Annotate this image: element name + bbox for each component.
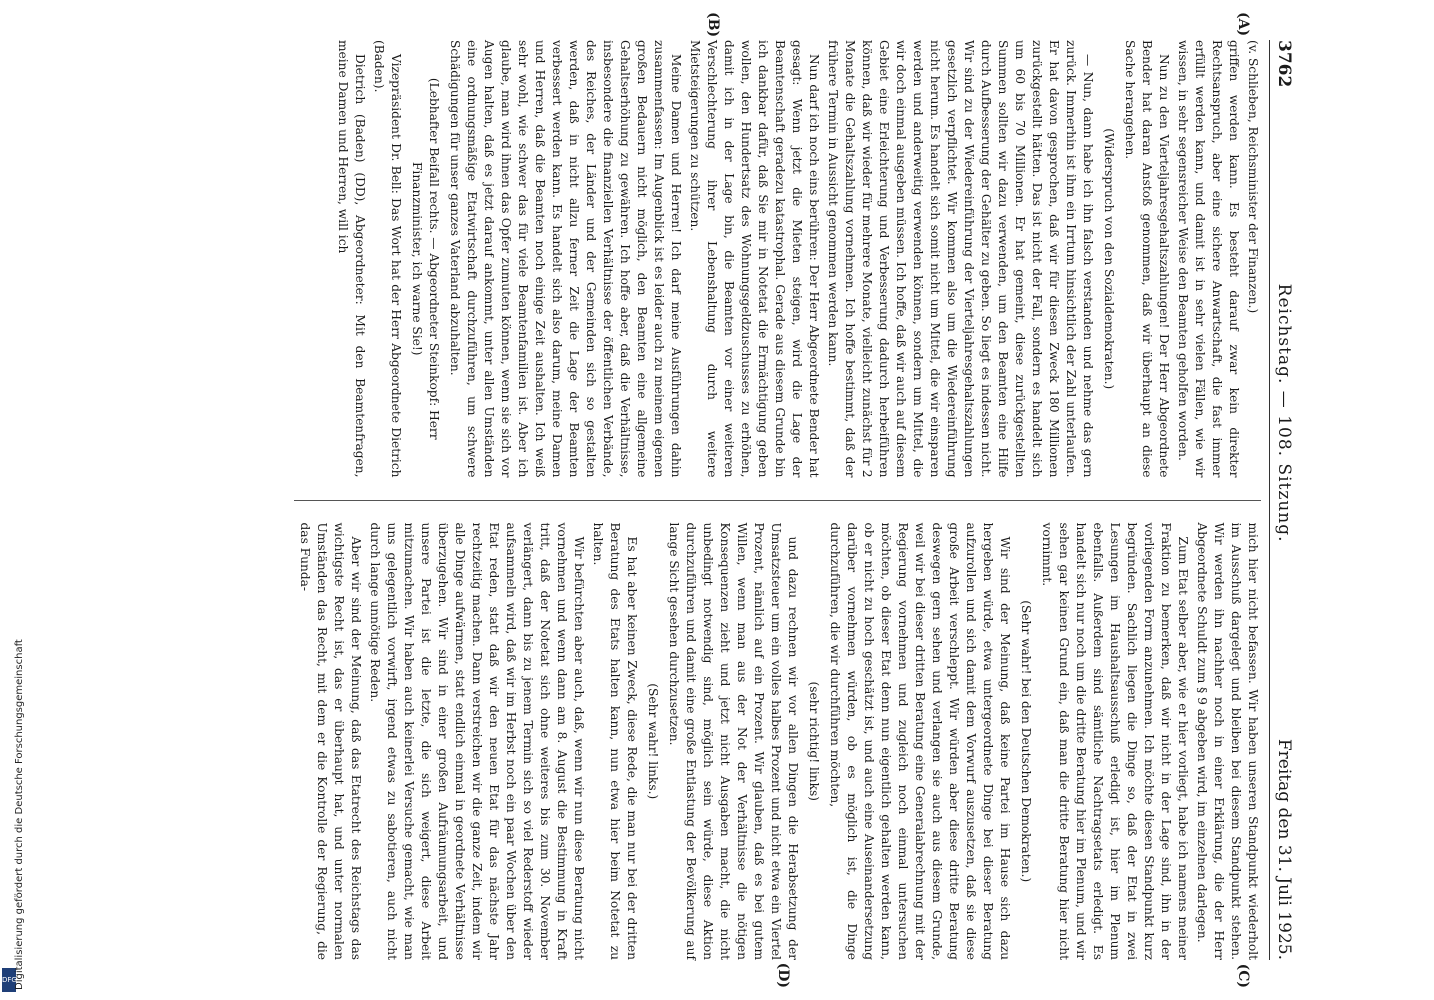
margin-marker-a: (A)	[1235, 12, 1251, 37]
left-column-paragraph: Vizepräsident Dr. Bell: Das Wort hat der Herr Abgeordnete Dietrich (Baden).	[372, 40, 403, 478]
left-column-paragraph: (v. Schlieben, Reichsminister der Finanzen.)	[1246, 40, 1260, 314]
left-column-paragraph: Meine Damen und Herren! Ich darf meine Ausführungen dahin zusammenfassen: Im Augenblick ist es leider auch zu meinem eigenen großen Bedauern nicht möglich, den Beamten eine allgemeine Gehaltserhöhung zu gewähren. Ich hoffe aber, daß die Verhältnisse, insbesondere die finanziellen Verhältnisse der öffentlichen Verbände, des Reiches, der Länder und der Gemeinden sich so gestalten werden, daß in nicht allzu ferner Zeit die Lage der Beamten verbessert werden kann. Es handelt sich also darum, meine Damen und Herren, daß die Beamten noch einige Zeit aushalten. Ich weiß sehr wohl, wie schwer das für viele Beamtenfamilien ist. Aber ich glaube, man wird ihnen das Opfer zumuten können, wenn sie sich vor Augen halten, daß es jetzt darauf ankommt, unter allen Umständen eine ordnungsmäßige Etatwirtschaft durchzuführen, um schwere Schädigungen für unser ganzes Vaterland abzuhalten.	[448, 40, 683, 478]
column-divider	[294, 500, 1261, 501]
margin-marker-d: (D)	[775, 962, 791, 988]
left-column-paragraph: (Lebhafter Beifall rechts. — Abgeordneter Steinkopf: Herr Finanzminister, ich warne Sie!)	[410, 77, 441, 440]
right-column-paragraph: (Sehr wahr! bei den Deutschen Demokraten.)	[1019, 600, 1033, 883]
left-column	[294, 40, 1261, 478]
left-column-paragraph: — Nun, dann habe ich ihn falsch verstanden und nehme das gern zurück. Immerhin ist ihm ein Irrtum hinsichtlich der Zahl unterlaufen. Er hat davon gesprochen, daß wir für diesen Zweck 180 Millionen zurückgestellt hätten. Das ist nicht der Fall, sondern es handelt sich um 60 bis 70 Millionen. Er hat gemeint, diese zurückgestellten Summen sollten wir dazu verwenden, um den Beamten eine Hilfe durch Aufbesserung der Gehälter zu geben. So liegt es indessen nicht. Wir sind zu der Wiedereinführung der Vierteljahresgehaltszahlungen gesetzlich verpflichtet. Wir kommen also um die Wiedereinführung nicht herum. Es handelt sich somit nicht um Mittel, die wir einsparen werden und anderweitig verwenden können, sondern um Mittel, die wir doch einmal ausgeben müssen. Ich hoffe, daß wir auch auf diesem Gebiet eine Erleichterung und Verbesserung dadurch herbeiführen können, daß wir wieder für mehrere Monate, vielleicht zunächst für 2 Monate die Gehaltszahlung vornehmen. Ich hoffe bestimmt, daß der frühere Termin in Aussicht genommen werden kann.	[826, 40, 1095, 478]
left-column-paragraph: (Widerspruch von den Sozialdemokraten.)	[1102, 128, 1116, 390]
page-number: 3762	[1274, 40, 1294, 88]
right-column-paragraph: Zum Etat selber aber, wie er hier vorliegt, habe ich namens meiner Fraktion zu bemerken, daß wir nicht in der Lage sind, ihn in der vorliegenden Form anzunehmen. Ich möchte diesen Standpunkt kurz begründen. Sachlich liegen die Dinge so, daß der Etat in zwei Lesungen im Haushaltsausschuß erledigt ist, hier im Plenum ebenfalls. Außerdem sind sämtliche Nachtragsetats erledigt. Es handelt sich nur noch um die dritte Beratung hier im Plenum, und wir sehen gar keinen Grund ein, daß man die dritte Beratung hier nicht vornimmt.	[1040, 522, 1190, 960]
session-date: Freitag den 31. Juli 1925.	[1274, 738, 1294, 960]
right-column-paragraph: (sehr richtig! links)	[807, 681, 821, 802]
left-column-paragraph: Nun darf ich noch eins berühren: Der Herr Abgeordnete Bender hat gesagt: Wenn jetzt die Mieten steigen, wird die Lage der Beamtenschaft geradezu katastrophal. Gerade aus diesem Grunde bin ich dankbar dafür, daß Sie mir in Notetat die Ermächtigung geben wollen, den Hundertsatz des Wohnungsgeldzuschusses zu erhöhen, damit ich in der Lage bin, die Beamten vor einer weiteren Verschlechterung ihrer Lebenshaltung durch weitere Mietsteigerungen zu schützen.	[688, 40, 821, 478]
left-column-paragraph: griffen werden kann. Es besteht darauf zwar kein direkter Rechtsanspruch, aber eine sichere Anwartschaft, die fast immer erfüllt werden kann, und damit ist in sehr vielen Fällen, wie wir wissen, in sehr segensreicher Weise den Beamten geholfen worden.	[1176, 40, 1241, 478]
left-column-paragraph: Dietrich (Baden) (DD), Abgeordneter: Mit den Beamtenfragen, meine Damen und Herren, will ich	[336, 40, 367, 478]
dfg-logo: DFG	[2, 968, 16, 992]
right-column-paragraph: mich hier nicht befassen. Wir haben unseren Standpunkt wiederholt im Ausschuß dargelegt und bleiben bei diesem Standpunkt stehen. Wir werden ihn nachher noch in einer Erklärung, die der Herr Abgeordnete Schuldt zum § 9 abgeben wird, im einzelnen darlegen.	[1195, 522, 1260, 960]
page-header	[1269, 40, 1294, 960]
right-column-paragraph: Wir sind der Meinung, daß keine Partei im Hause sich dazu hergeben würde, etwa untergeordnete Dinge bei dieser Beratung aufzurollen und sich damit dem Vorwurf auszusetzen, daß sie diese große Arbeit verschleppt. Wir würden aber diese dritte Beratung deswegen gern sehen und verlangen sie auch aus diesem Grunde, weil wir bei dieser dritten Beratung eine Generalabrechnung mit der Regierung vornehmen und zugleich noch einmal untersuchen möchten, ob dieser Etat denn nun eigentlich gehalten werden kann, ob er nicht zu hoch geschätzt ist, und auch eine Auseinandersetzung darüber vornehmen würden, ob es möglich ist, die Dinge durchzuführen, die wir durchführen möchten,	[828, 522, 1012, 960]
left-column-paragraph: Nun zu den Vierteljahresgehaltszahlungen! Der Herr Abgeordnete Bender hat daran Anstoß genommen, daß wir überhaupt an diese Sache herangehen.	[1123, 40, 1171, 478]
right-column-paragraph: (Sehr wahr! links.)	[646, 683, 660, 800]
session-title: Reichstag. — 108. Sitzung.	[1274, 283, 1294, 543]
right-column-paragraph: Wir befürchten aber auch, daß, wenn wir nun diese Beratung nicht vornehmen und wenn dann am 8. August die Bestimmung in Kraft tritt, daß der Notetat sich ohne weiteres bis zum 30. November verlängert, dann bis zu jenem Termin sich so viel Rederstoff wieder aufsammeln wird, daß wir im Herbst noch ein paar Wochen über den Etat reden, statt daß wir den neuen Etat für das nächste Jahr rechtzeitig machen. Dann verstreichen wir die ganze Zeit, indem wir alle Dinge aufwärmen, statt endlich einmal in geordnete Verhältnisse überzugehen. Wir sind in einer großen Aufräumungsarbeit, und unsere Partei ist die letzte, die sich weigert, diese Arbeit mitzumachen. Wir haben auch keinerlei Versuche gemacht, wie man uns gelegentlich vorwirft, irgend etwas zu sabotieren, auch nicht durch lange unnötige Reden.	[368, 522, 586, 960]
right-column-paragraph: und dazu rechnen wir vor allen Dingen die Herabsetzung der Umsatzsteuer um ein volles halbes Prozent und nicht etwa ein Viertel Prozent, nämlich auf ein Prozent. Wir glauben, daß es bei gutem Willen, wenn man aus der Not der Verhältnisse die nötigen Konsequenzen zieht und jetzt nicht Ausgaben macht, die nicht unbedingt notwendig sind, möglich sein würde, diese Aktion durchzuführen und damit eine große Entlastung der Bevölkerung auf lange Sicht gesehen durchzusetzen.	[667, 522, 800, 960]
margin-marker-b: (B)	[705, 12, 721, 38]
right-column-paragraph: Es hat aber keinen Zweck, diese Rede, die man nur bei der dritten Beratung des Etats halten kann, nun etwa hier beim Notetat zu halten.	[591, 522, 639, 960]
credit-text: Digitalisierung gefördert durch die Deutsche Forschungsgemeinschaft	[14, 639, 25, 990]
margin-marker-c: (C)	[1235, 963, 1251, 988]
right-column	[294, 523, 1261, 961]
digitization-credit	[0, 0, 25, 1000]
text-columns	[294, 12, 1261, 988]
right-column-paragraph: Aber wir sind der Meinung, daß das Etatrecht des Reichstags das wichtigste Recht ist, das er überhaupt hat, und unter normalen Umständen das Recht, mit dem er die Kontrolle der Regierung, die das Funda-	[298, 522, 363, 960]
